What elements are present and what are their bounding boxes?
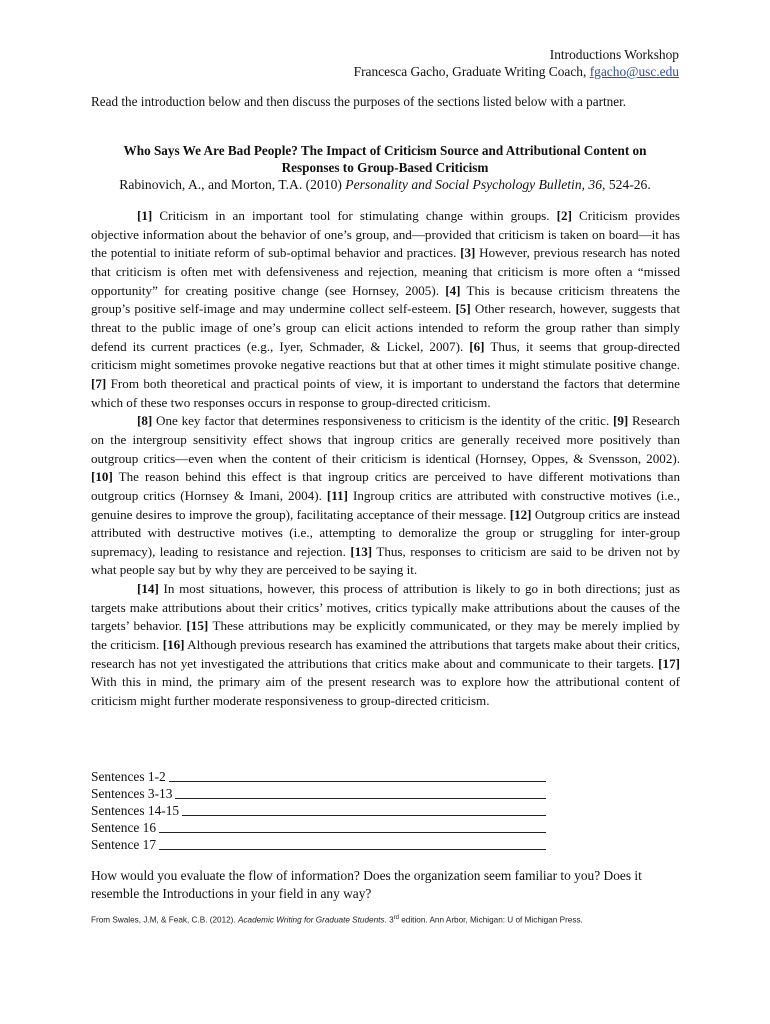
page-header <box>354 46 679 80</box>
article-paragraph <box>91 412 680 580</box>
sentence-number: [2] <box>556 208 572 223</box>
footer-book-title: Academic Writing for Graduate Students <box>237 915 385 925</box>
footer-edition-suffix: rd <box>393 915 399 921</box>
sentence-number: [10] <box>91 469 113 485</box>
sentence-text: Thus, responses to criticism are said to be driven not by what people say but by why they are perceived to be saying it. <box>91 543 680 578</box>
sentence-number: [9] <box>612 413 629 429</box>
instruction-text: Read the introduction below and then discuss the purposes of the sections listed below with a partner. <box>91 94 627 109</box>
sentence-number: [17] <box>658 655 680 671</box>
sentence-text: Although previous research has examined the attributions that targets make about their critics, research has not yet investigated the attributions that critics make about and communicate to their targets. <box>91 637 680 671</box>
sentence-text: Other research, however, suggests that threat to the public image of one’s group can elicit actions intended to reform the group rather than simply defend its current practices (e.g., Iyer, Schmader, & Lickel, 2007). <box>91 301 681 354</box>
sentence-number: [11] <box>326 487 348 503</box>
sentence-number: [7] <box>91 375 107 391</box>
sentence-number: [5] <box>455 301 471 317</box>
sentence-text: One key factor that determines responsiveness to criticism is the identity of the critic. <box>152 413 613 429</box>
article-title-line-2: Responses to Group-Based Criticism <box>281 160 489 175</box>
author-line <box>354 63 679 80</box>
answer-line[interactable] <box>175 785 546 799</box>
sentence-number: [14] <box>137 581 159 597</box>
blank-label: Sentence 16 <box>91 820 157 835</box>
sentence-number: [12] <box>509 506 532 522</box>
sentence-text: Criticism provides objective information about the behavior of one’s group, and—provided that criticism is taken on board—it has the potential to initiate reform of sub-optimal behavior and practices. <box>91 208 680 261</box>
blank-label: Sentences 3-13 <box>91 786 173 801</box>
sentence-number: [8] <box>137 413 153 429</box>
sentence-text: From both theoretical and practical points of view, it is important to understand the factors that determine which of these two responses occurs in response to group-directed criticism. <box>91 375 680 410</box>
footer-prefix: From Swales, J.M, & Feak, C.B. (2012). <box>91 915 238 925</box>
answer-line[interactable] <box>159 836 546 850</box>
sentence-number: [1] <box>137 208 153 223</box>
blank-label: Sentence 17 <box>91 837 157 852</box>
citation-pages: , 524-26. <box>602 177 651 192</box>
answer-line[interactable] <box>159 819 546 833</box>
sentence-text: This is because criticism threatens the group’s positive self-image and may undermine collect self-esteem. <box>91 282 680 317</box>
answer-line[interactable] <box>182 802 546 816</box>
author-name-role: Francesca Gacho, Graduate Writing Coach, <box>353 64 590 79</box>
citation-authors: Rabinovich, A., and Morton, T.A. (2010) <box>119 177 346 192</box>
sentence-text: Ingroup critics are attributed with constructive motives (i.e., genuine desires to improve the group), facilitating acceptance of their message. <box>91 487 680 522</box>
sentence-number: [6] <box>469 338 485 354</box>
sentence-text: Research on the intergroup sensitivity effect shows that ingroup critics are generally received more positively than outgroup critics—even when the content of their criticism is identical (Hornsey, Oppes, & Svensson, 2002). <box>91 413 680 466</box>
blank-row <box>91 768 561 785</box>
sentence-text: With this in mind, the primary aim of the present research was to explore how the attributional content of criticism might further moderate responsiveness to group-directed criticism. <box>91 674 680 709</box>
workshop-title: Introductions Workshop <box>549 47 679 62</box>
article-title-block <box>91 142 679 194</box>
sentence-text: In most situations, however, this process of attribution is likely to go in both directions; just as targets make attributions about their critics’ motives, critics typically make attributions about the causes of the targets’ behavior. <box>91 581 680 634</box>
sentence-text: However, previous research has noted that criticism is often met with defensiveness and rejection, meaning that criticism is more often a “missed opportunity” for creating positive change (see Hornsey, 2005). <box>91 245 680 298</box>
blank-label: Sentences 14-15 <box>91 803 180 818</box>
sentence-number: [4] <box>445 282 461 298</box>
blank-row <box>91 785 561 802</box>
discussion-question: How would you evaluate the flow of information? Does the organization seem familiar to you? Does it resemble the Introductions in your field in any way? <box>91 868 642 901</box>
sentence-number: [15] <box>186 618 209 634</box>
blank-label: Sentences 1-2 <box>91 769 166 784</box>
article-body <box>91 207 680 711</box>
email-link[interactable]: fgacho@usc.edu <box>589 64 679 79</box>
blank-row <box>91 836 561 853</box>
sentence-blanks <box>91 768 561 853</box>
article-title-line-1: Who Says We Are Bad People? The Impact of Criticism Source and Attributional Content on <box>123 143 647 158</box>
sentence-text: Thus, it seems that group-directed criticism might sometimes provoke negative reactions but that at other times it might stimulate positive change. <box>91 338 680 373</box>
sentence-text: These attributions may be explicitly communicated, or they may be merely implied by the criticism. <box>91 618 680 653</box>
article-paragraph <box>91 580 680 711</box>
sentence-number: [13] <box>350 543 373 559</box>
sentence-number: [16] <box>162 637 185 653</box>
sentence-text: Criticism in an important tool for stimulating change within groups. <box>152 208 557 223</box>
blank-row <box>91 802 561 819</box>
article-paragraph <box>91 207 680 412</box>
citation-journal: Personality and Social Psychology Bulletin, 36 <box>345 177 603 192</box>
answer-line[interactable] <box>169 768 546 782</box>
footer-edition: . 3 <box>384 915 394 925</box>
sentence-text: The reason behind this effect is that ingroup critics are perceived to have different motivations than outgroup critics (Hornsey & Imani, 2004). <box>91 469 680 503</box>
sentence-number: [3] <box>460 245 476 261</box>
blank-row <box>91 819 561 836</box>
footer-publisher: edition. Ann Arbor, Michigan: U of Michigan Press. <box>398 915 583 925</box>
source-footer <box>91 912 691 927</box>
sentence-text: Outgroup critics are instead attributed with destructive motives (i.e., attempting to demoralize the group or struggling for inter-group supremacy), leading to resistance and rejection. <box>91 506 680 559</box>
article-citation <box>91 176 679 194</box>
